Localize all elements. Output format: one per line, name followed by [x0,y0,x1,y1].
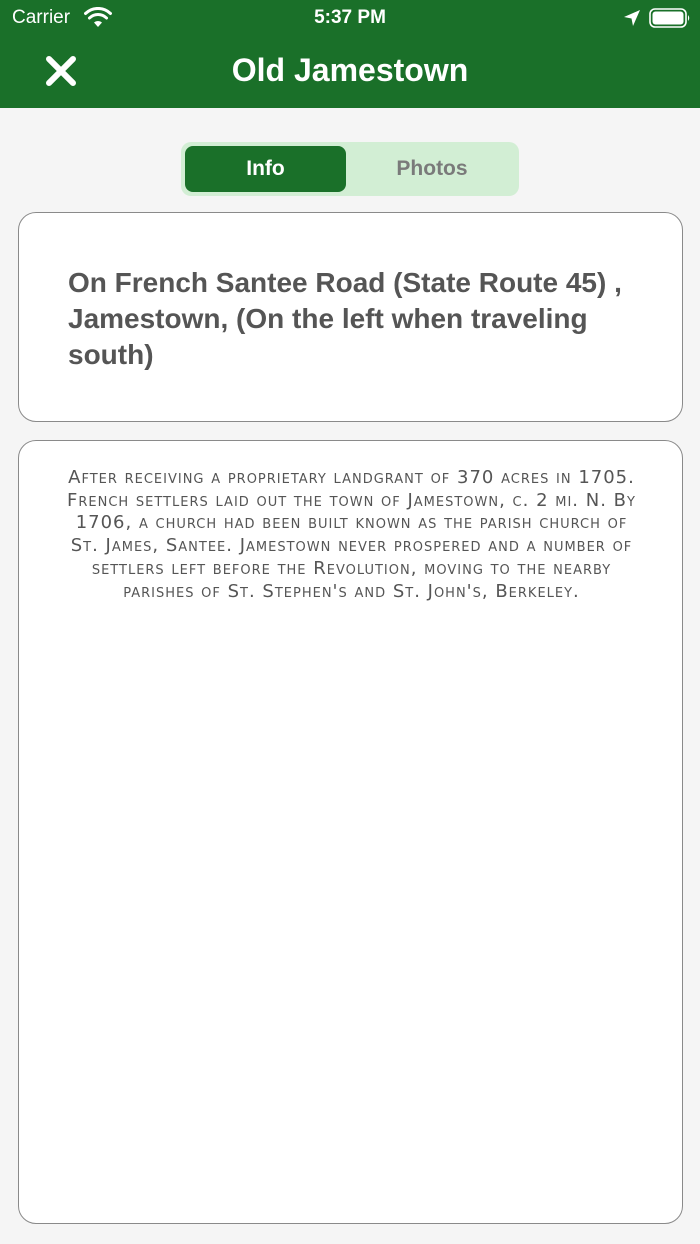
battery-icon [649,8,691,28]
tab-selector [181,142,519,196]
close-icon [45,55,77,87]
address-text: On French Santee Road (State Route 45) , Jamestown, (On the left when traveling south) [68,267,622,370]
description-card[interactable] [18,440,683,1224]
nav-bar [0,36,700,108]
page-title: Old Jamestown [231,52,469,88]
location-arrow-icon [622,8,642,28]
carrier-label: Carrier [12,7,71,28]
tab-photos[interactable]: Photos [396,157,468,180]
header [0,0,700,108]
close-button[interactable] [36,48,86,94]
tab-info[interactable]: Info [185,146,346,192]
status-bar [0,0,700,36]
status-time: 5:37 PM [314,7,386,28]
description-text: After receiving a proprietary landgrant of 370 acres in 1705. French settlers laid out the town of Jamestown, c. 2 mi. N. By 1706, a church had been built known as the parish church of St. James, Santee. Jamestown never prospered and a number of settlers left before the Revolution, moving to the nearby parishes of St. Stephen's and St. John's, Berkeley. [67,467,636,602]
address-card [18,212,683,422]
